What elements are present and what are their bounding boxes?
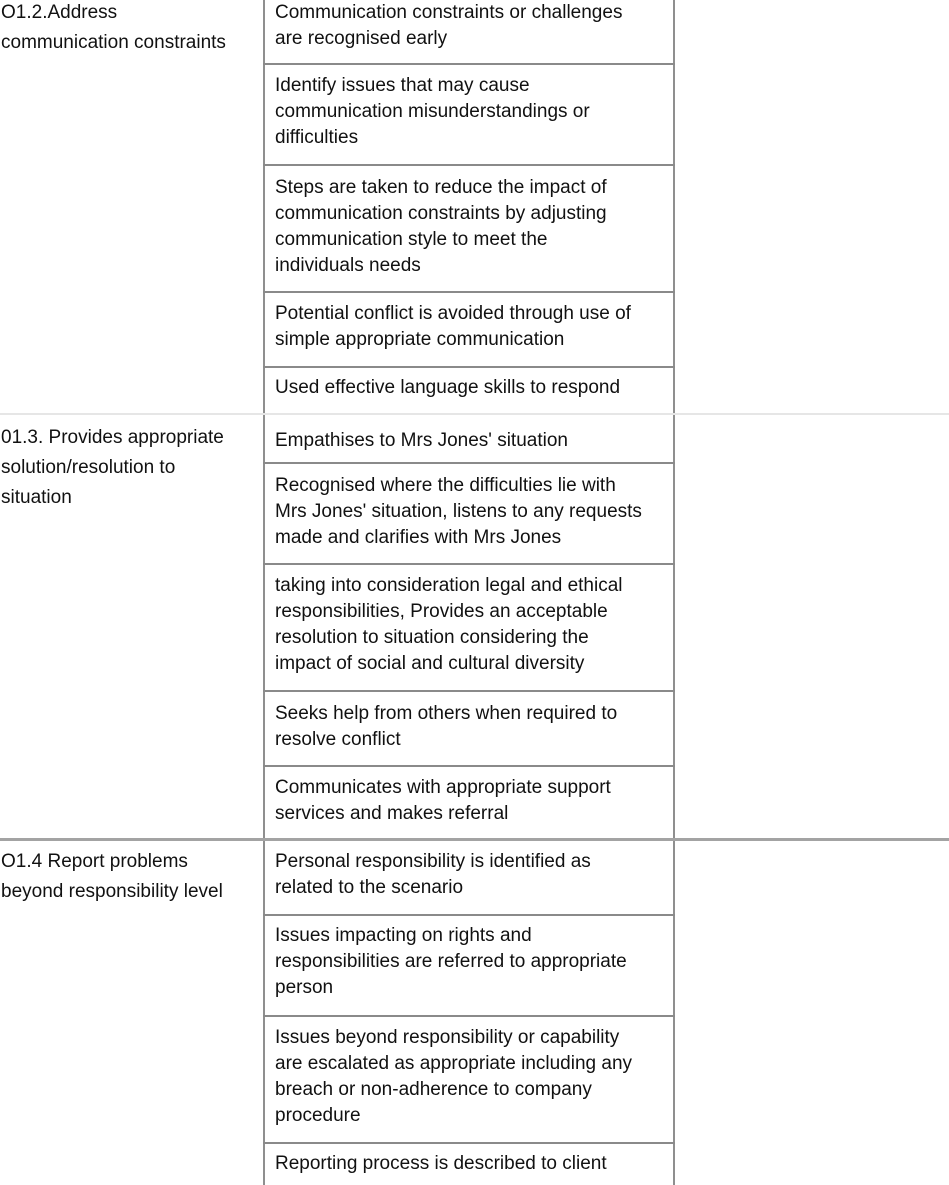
row-divider [263,1142,675,1144]
criterion-cell: Personal responsibility is identified as related to the scenario [275,851,591,898]
row-divider [263,291,675,293]
column-divider-right [673,0,675,1185]
row-divider [263,63,675,65]
row-divider [263,462,675,464]
criterion-cell: Potential conflict is avoided through use of simple appropriate communication [275,303,631,350]
criterion-cell: Communication constraints or challenges are recognised early [275,2,623,49]
row-divider [263,690,675,692]
outcome-label: 01.3. Provides appropriate solution/resolution to situation [1,427,224,508]
row-divider [263,765,675,767]
row-divider [263,366,675,368]
row-divider [263,914,675,916]
criterion-cell: Communicates with appropriate support services and makes referral [275,777,611,824]
criterion-cell: Used effective language skills to respond [275,377,621,398]
criterion-cell: Seeks help from others when required to resolve conflict [275,703,618,750]
criterion-cell: Reporting process is described to client [275,1153,607,1174]
row-divider [263,164,675,166]
criterion-cell: Issues beyond responsibility or capability are escalated as appropriate including any breach or non-adherence to company procedure [275,1027,633,1126]
section-divider [0,413,949,415]
outcome-label: O1.2.Address communication constraints [1,2,226,53]
column-divider-left [263,0,265,1185]
section-divider [0,838,949,841]
outcome-label: O1.4 Report problems beyond responsibility level [1,851,223,902]
criterion-cell: Empathises to Mrs Jones' situation [275,430,568,451]
criterion-cell: Identify issues that may cause communication misunderstandings or difficulties [275,75,590,148]
row-divider [263,563,675,565]
row-divider [263,1015,675,1017]
criterion-cell: Issues impacting on rights and responsibilities are referred to appropriate person [275,925,627,998]
criterion-cell: Recognised where the difficulties lie with Mrs Jones' situation, listens to any requests made and clarifies with Mrs Jones [275,475,642,548]
criterion-cell: Steps are taken to reduce the impact of communication constraints by adjusting communication style to meet the individuals needs [275,177,607,276]
criterion-cell: taking into consideration legal and ethical responsibilities, Provides an acceptable resolution to situation considering the impact of social and cultural diversity [275,575,623,674]
